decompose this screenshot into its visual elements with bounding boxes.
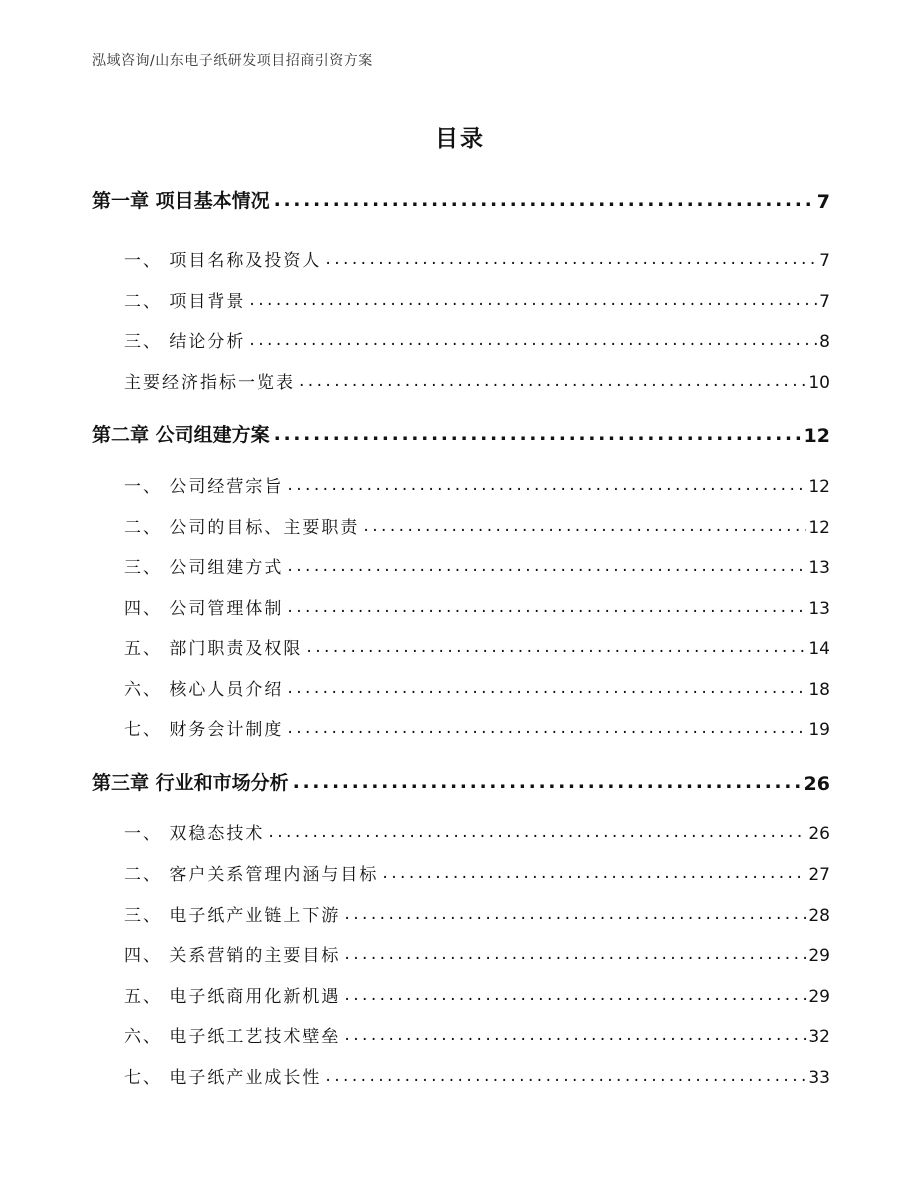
toc-page: 8 [819, 332, 830, 352]
toc-entry[interactable] [92, 1062, 830, 1088]
toc-entry[interactable] [92, 286, 830, 312]
toc-page: 12 [808, 477, 830, 497]
toc-page: 13 [808, 599, 830, 619]
toc-label: 二、 公司的目标、主要职责 [124, 518, 360, 538]
toc-leader [293, 772, 802, 791]
toc-entry[interactable] [92, 674, 830, 700]
toc-label: 七、 电子纸产业成长性 [124, 1068, 322, 1088]
toc-page: 32 [808, 1027, 830, 1047]
toc-entry[interactable] [92, 1021, 830, 1047]
toc-leader [344, 986, 806, 1003]
toc-leader [268, 823, 806, 840]
toc-entry[interactable] [92, 471, 830, 497]
toc-entry[interactable] [92, 326, 830, 352]
toc-leader [344, 1026, 806, 1043]
toc-leader [306, 638, 806, 655]
toc-chapter-3[interactable] [92, 765, 830, 795]
toc-entry[interactable] [92, 981, 830, 1007]
toc-page: 29 [808, 946, 830, 966]
toc-leader [287, 679, 806, 696]
toc-page: 12 [808, 518, 830, 538]
toc-leader [344, 905, 806, 922]
toc-leader [287, 557, 806, 574]
toc-entry[interactable] [92, 900, 830, 926]
toc-leader [325, 1067, 806, 1084]
toc-page: 33 [808, 1068, 830, 1088]
toc-page: 26 [803, 773, 830, 795]
toc-page: 7 [816, 191, 830, 213]
toc-entry[interactable] [92, 633, 830, 659]
toc-label: 三、 公司组建方式 [124, 558, 284, 578]
toc-label: 四、 公司管理体制 [124, 599, 284, 619]
toc-page: 29 [808, 987, 830, 1007]
toc-leader [287, 476, 806, 493]
toc-label: 七、 财务会计制度 [124, 720, 284, 740]
toc-page: 27 [808, 865, 830, 885]
toc-entry[interactable] [92, 818, 830, 844]
toc-entry[interactable] [92, 552, 830, 578]
toc-page: 26 [808, 824, 830, 844]
toc-page: 19 [808, 720, 830, 740]
toc-leader [249, 291, 817, 308]
toc-label: 五、 部门职责及权限 [124, 639, 303, 659]
toc-label: 第三章 行业和市场分析 [92, 772, 289, 794]
toc-leader [363, 517, 806, 534]
page-title: 目录 [435, 126, 485, 152]
toc-leader [274, 424, 802, 443]
toc-chapter-2[interactable] [92, 417, 830, 447]
toc-leader [382, 864, 806, 881]
toc-label: 六、 电子纸工艺技术壁垒 [124, 1027, 341, 1047]
toc-page: 14 [808, 639, 830, 659]
toc-entry[interactable] [92, 859, 830, 885]
toc-leader [274, 190, 815, 209]
toc-page: 7 [819, 251, 830, 271]
toc-label: 一、 公司经营宗旨 [124, 477, 284, 497]
toc-entry[interactable] [92, 512, 830, 538]
toc-entry[interactable] [92, 714, 830, 740]
toc-label: 二、 项目背景 [124, 292, 246, 312]
toc-label: 三、 结论分析 [124, 332, 246, 352]
toc-leader [325, 250, 817, 267]
toc-entry[interactable] [92, 593, 830, 619]
toc-label: 六、 核心人员介绍 [124, 680, 284, 700]
toc-page: 10 [808, 373, 830, 393]
toc-page: 18 [808, 680, 830, 700]
toc-leader [299, 372, 806, 389]
toc-page: 28 [808, 906, 830, 926]
page-header: 泓域咨询/山东电子纸研发项目招商引资方案 [92, 53, 373, 69]
toc-label: 五、 电子纸商用化新机遇 [124, 987, 341, 1007]
toc-leader [287, 719, 806, 736]
toc-page: 12 [803, 425, 830, 447]
toc-label: 主要经济指标一览表 [124, 373, 295, 393]
toc-label: 一、 双稳态技术 [124, 824, 265, 844]
toc-label: 第一章 项目基本情况 [92, 190, 270, 212]
toc-label: 三、 电子纸产业链上下游 [124, 906, 341, 926]
toc-label: 四、 关系营销的主要目标 [124, 946, 341, 966]
toc-page: 13 [808, 558, 830, 578]
toc-label: 二、 客户关系管理内涵与目标 [124, 865, 379, 885]
toc-leader [287, 598, 806, 615]
toc-entry[interactable] [92, 940, 830, 966]
toc-page: 7 [819, 292, 830, 312]
toc-chapter-1[interactable] [92, 183, 830, 213]
toc-label: 一、 项目名称及投资人 [124, 251, 322, 271]
toc-leader [344, 945, 806, 962]
toc-entry[interactable] [92, 367, 830, 393]
toc-entry[interactable] [92, 245, 830, 271]
toc-leader [249, 331, 817, 348]
toc-label: 第二章 公司组建方案 [92, 424, 270, 446]
